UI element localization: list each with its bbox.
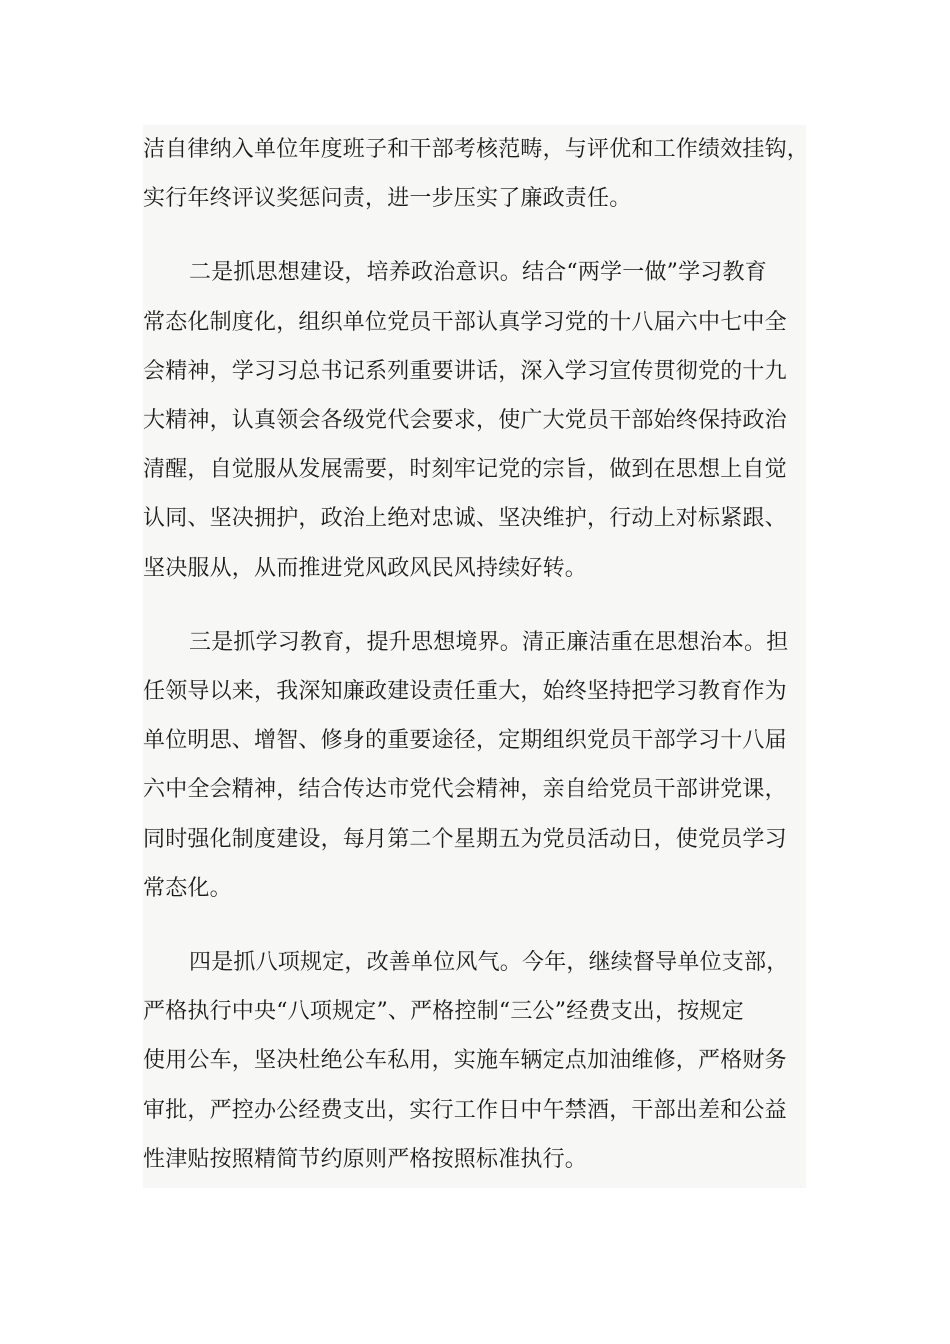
paragraph-line: 同时强化制度建设，每月第二个星期五为党员活动日，使党员学习 <box>143 826 787 852</box>
paragraph-line: 常态化制度化，组织单位党员干部认真学习党的十八届六中七中全 <box>143 309 787 335</box>
paragraph-line: 六中全会精神，结合传达市党代会精神，亲自给党员干部讲党课， <box>143 777 787 803</box>
paragraph-line: 认同、坚决拥护，政治上绝对忠诚、坚决维护，行动上对标紧跟、 <box>143 506 787 532</box>
paragraph-4 <box>143 938 805 1184</box>
paragraph-line: 四是抓八项规定，改善单位风气。今年，继续督导单位支部， <box>189 950 789 976</box>
paragraph-line: 审批，严控办公经费支出，实行工作日中午禁酒，干部出差和公益 <box>143 1097 787 1123</box>
paragraph-line: 大精神，认真领会各级党代会要求，使广大党员干部始终保持政治 <box>143 408 787 434</box>
paragraph-line: 严格执行中央“八项规定”、严格控制“三公”经费支出，按规定 <box>143 999 744 1025</box>
paragraph-line: 任领导以来，我深知廉政建设责任重大，始终坚持把学习教育作为 <box>143 679 787 705</box>
paragraph-line: 单位明思、增智、修身的重要途径，定期组织党员干部学习十八届 <box>143 728 787 754</box>
paragraph-line: 二是抓思想建设，培养政治意识。结合“两学一做”学习教育 <box>189 260 767 286</box>
paragraph-line: 常态化。 <box>143 875 232 901</box>
paragraph-3 <box>143 618 805 913</box>
paragraph-line: 会精神，学习习总书记系列重要讲话，深入学习宣传贯彻党的十九 <box>143 358 787 384</box>
paragraph-1 <box>143 125 810 223</box>
paragraph-line: 清醒，自觉服从发展需要，时刻牢记党的宗旨，做到在思想上自觉 <box>143 457 787 483</box>
document-body <box>143 125 810 1184</box>
paragraph-2 <box>143 248 805 592</box>
paragraph-line: 使用公车，坚决杜绝公车私用，实施车辆定点加油维修，严格财务 <box>143 1048 787 1074</box>
paragraph-line: 洁自律纳入单位年度班子和干部考核范畴，与评优和工作绩效挂钩， <box>143 137 810 162</box>
paragraph-line: 实行年终评议奖惩问责，进一步压实了廉政责任。 <box>143 186 632 212</box>
paragraph-line: 三是抓学习教育，提升思想境界。清正廉洁重在思想治本。担 <box>189 629 789 655</box>
paragraph-line: 性津贴按照精简节约原则严格按照标准执行。 <box>143 1146 588 1172</box>
paragraph-line: 坚决服从，从而推进党风政风民风持续好转。 <box>143 555 588 581</box>
